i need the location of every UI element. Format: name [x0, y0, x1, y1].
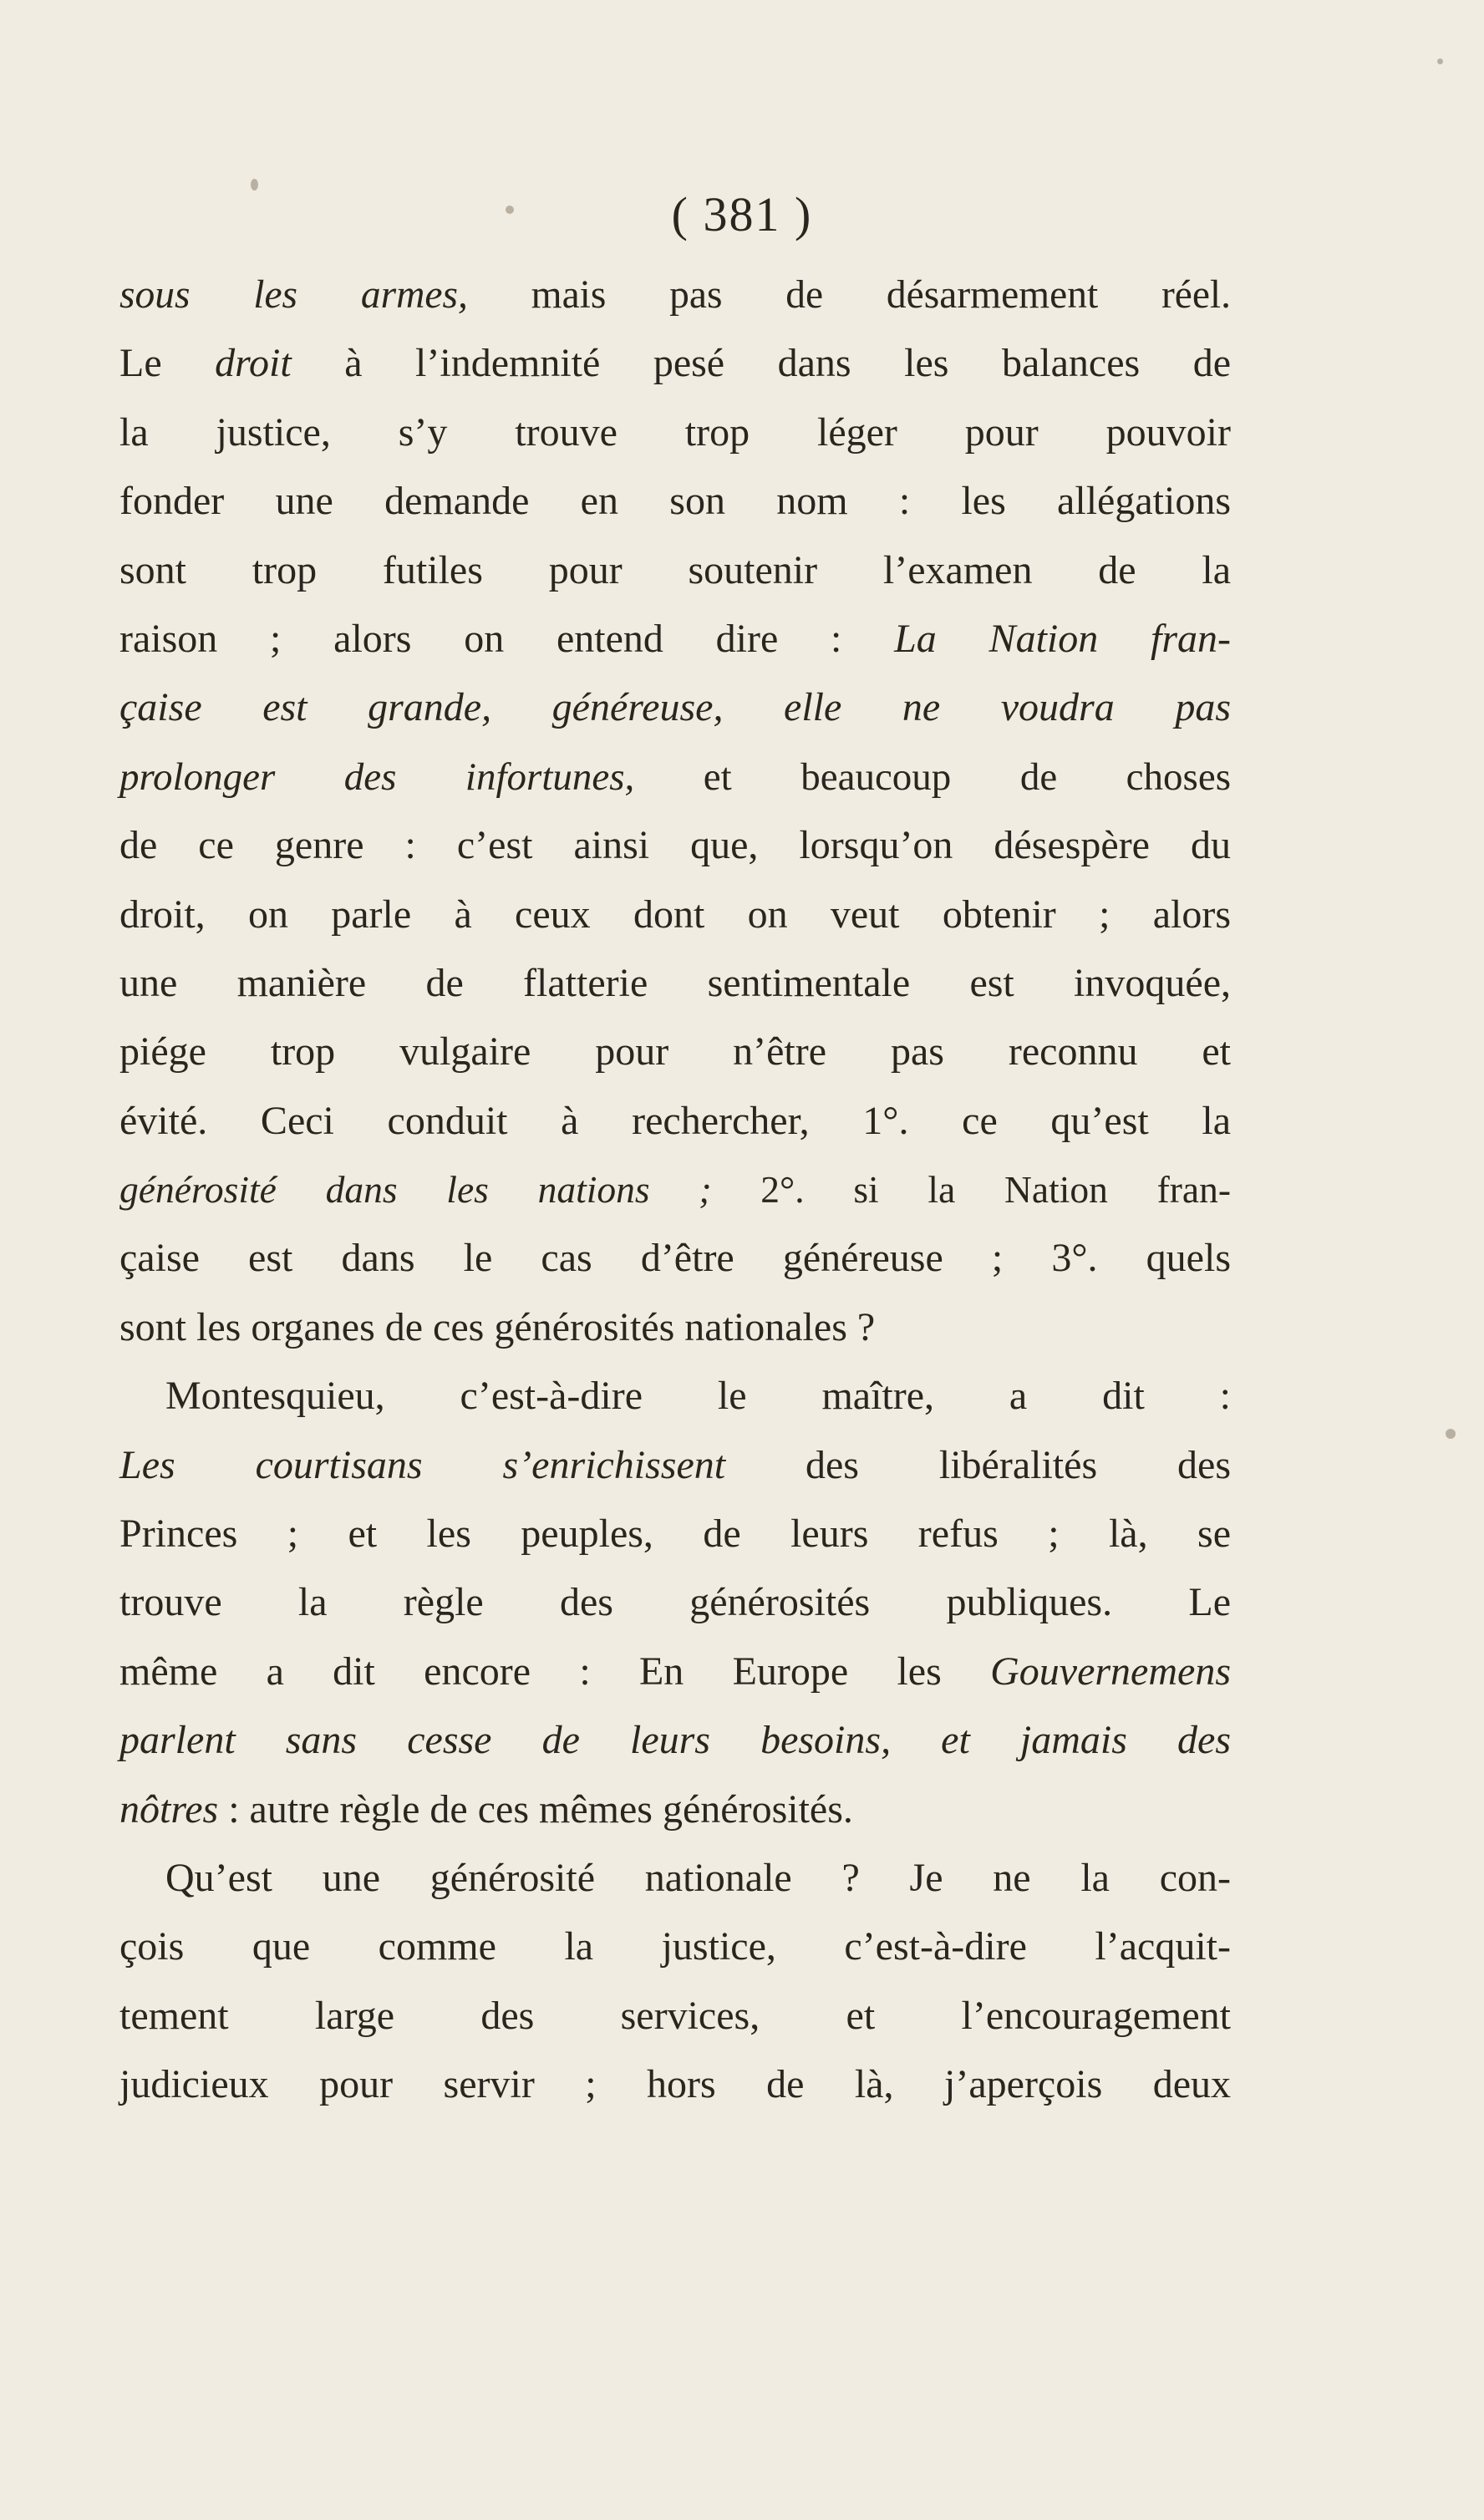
text-line — [119, 673, 1231, 742]
italic-text: droit — [215, 341, 292, 386]
text-line — [119, 1018, 1231, 1086]
body-text — [119, 261, 1231, 2120]
italic-text: çaise est grande, généreuse, elle ne voudra pas — [119, 685, 1231, 730]
text-line — [119, 1156, 1231, 1224]
text-run: piége trop vulgaire pour n’être pas reconnu et — [119, 1029, 1231, 1075]
italic-text: parlent sans cesse de leurs besoins, et jamais des — [119, 1718, 1231, 1763]
text-run: : autre règle de ces mêmes générosités. — [218, 1786, 853, 1832]
text-run: raison ; alors on entend dire : — [119, 616, 895, 661]
text-run: des libéralités des — [725, 1442, 1231, 1487]
text-run: évité. Ceci conduit à rechercher, 1°. ce qu’est la — [119, 1098, 1231, 1143]
paper-speck — [251, 179, 258, 191]
italic-text: La Nation fran- — [894, 616, 1231, 661]
text-line — [119, 1293, 1231, 1362]
italic-text: nôtres — [119, 1786, 219, 1832]
text-line — [119, 2050, 1231, 2119]
italic-text: sous les armes, — [119, 273, 531, 317]
text-line — [119, 1568, 1231, 1637]
text-line — [119, 605, 1231, 673]
paper-speck — [506, 206, 514, 214]
text-line — [119, 1776, 1231, 1844]
text-run: la justice, s’y trouve trop léger pour pouvoir — [119, 409, 1231, 455]
text-line — [119, 949, 1231, 1018]
text-run: çois que comme la justice, c’est-à-dire l’acquit- — [119, 1924, 1231, 1969]
text-line — [119, 536, 1231, 605]
paper-speck — [1437, 58, 1443, 64]
text-run: sont les organes de ces générosités nationales ? — [119, 1304, 876, 1349]
text-run: sont trop futiles pour soutenir l’examen de la — [119, 547, 1231, 592]
text-line — [119, 1844, 1231, 1913]
text-run: une manière de flatterie sentimentale est invoquée, — [119, 960, 1231, 1005]
text-run: Princes ; et les peuples, de leurs refus ; là, se — [119, 1511, 1231, 1557]
text-run: Qu’est une générosité nationale ? Je ne la con- — [165, 1855, 1231, 1900]
text-line — [119, 1224, 1231, 1293]
text-line — [119, 467, 1231, 536]
text-line — [119, 881, 1231, 949]
text-line — [119, 1362, 1231, 1430]
text-line — [119, 1706, 1231, 1775]
text-run: Montesquieu, c’est-à-dire le maître, a dit : — [165, 1374, 1231, 1419]
text-run: trouve la règle des générosités publiques. Le — [119, 1580, 1231, 1625]
text-run: Le — [119, 341, 216, 386]
paper-speck — [1446, 1429, 1456, 1439]
text-line — [119, 1913, 1231, 1981]
text-line — [119, 399, 1231, 467]
text-run: et beaucoup de choses — [703, 754, 1231, 799]
text-line — [119, 743, 1231, 811]
italic-text: prolonger des infortunes, — [119, 754, 704, 799]
text-run: tement large des services, et l’encouragement — [119, 1993, 1231, 2038]
text-line — [119, 811, 1231, 880]
text-run: judicieux pour servir ; hors de là, j’aperçois deux — [119, 2062, 1231, 2107]
italic-text: générosité dans les nations ; — [119, 1168, 761, 1212]
text-run: 2°. si la Nation fran- — [760, 1168, 1231, 1212]
text-run: fonder une demande en son nom : les allégations — [119, 479, 1231, 524]
text-line — [119, 261, 1231, 329]
text-line — [119, 1087, 1231, 1156]
italic-text: Gouvernemens — [990, 1649, 1231, 1694]
text-line — [119, 1500, 1231, 1568]
text-line — [119, 1638, 1231, 1706]
page-number: ( 381 ) — [671, 187, 813, 241]
text-line — [119, 1431, 1231, 1500]
text-run: à l’indemnité pesé dans les balances de — [291, 341, 1231, 386]
text-line — [119, 1982, 1231, 2050]
text-line — [119, 329, 1231, 398]
text-run: de ce genre : c’est ainsi que, lorsqu’on désespère du — [119, 823, 1231, 868]
text-run: çaise est dans le cas d’être généreuse ; 3°. quels — [119, 1236, 1231, 1281]
text-run: droit, on parle à ceux dont on veut obtenir ; alors — [119, 892, 1231, 937]
text-run: même a dit encore : En Europe les — [119, 1649, 991, 1694]
text-run: mais pas de désarmement réel. — [531, 273, 1231, 317]
italic-text: Les courtisans s’enrichissent — [119, 1442, 726, 1487]
